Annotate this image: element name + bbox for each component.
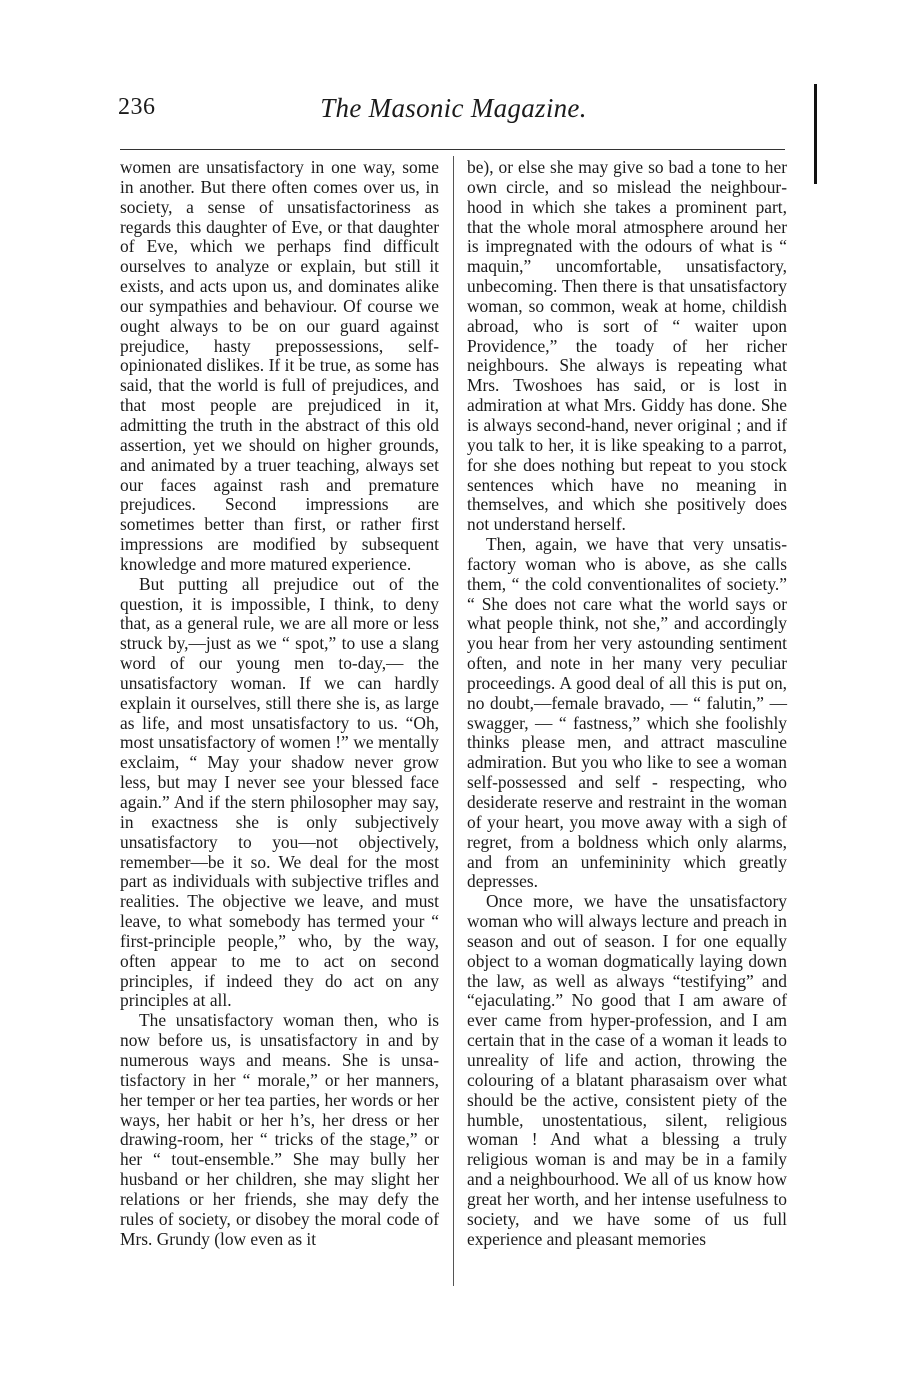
left-column: [120, 158, 439, 1249]
paragraph: But putting all prejudice out of the question, it is impossible, I think, to deny that, as a general rule, we are all more or less struck by,—just as we “ spot,” to use a slang word of our young men to-day,— the unsatisfactory woman. If we can hardly explain it ourselves, still there she is, as large as life, and most unsatisfactory to us. “Oh, most unsatisfactory of women !” we mentally exclaim, “ May your shadow never grow less, but may I never see your blessed face again.” And if the stern philosopher may say, in exactness she is only subjectively unsatisfactory to you—not objectively, remember—be it so. We deal for the most part as individuals with subjective trifles and realities. The objective we leave, and must leave, to what somebody has termed your “ first-principle people,” who, by the way, often appear to me to act on second principles, if indeed they do act on any principles at all.: [120, 573, 439, 1011]
paragraph: Once more, we have the unsatisfactory woman who will always lecture and preach in season and out of season. I for one equally object to a woman dogmatically laying down the law, as well as always “testifying” and “ejaculating.” No good that I am aware of ever came from hyper-profession, and I am certain that in the case of a woman it leads to unreality of life and action, throwing the colouring of a blatant pharasaism over what should be the active, consistent piety of the humble, unostentatious, silent, religious woman ! And what a blessing a truly religious woman is and may be in a family and a neighbourhood. We all of us know how great her worth, and her intense usefulness to society, and we have some of us full experience and pleasant memories: [467, 891, 787, 1249]
header-rule: [120, 149, 785, 150]
paragraph: The unsatisfactory woman then, who is now before us, is unsatisfactory in and by numerous ways and means. She is unsatisfactory in her “ morale,” or her manners, her temper or her tea parties, her words or her ways, her habit or her h’s, her dress or her drawing-room, her “ tricks of the stage,” or her “ tout-ensemble.” She may bully her husband or her children, she may slight her relations or her friends, she may defy the rules of society, or disobey the moral code of Mrs. Grundy (low even as it: [120, 1010, 439, 1249]
page-edge-mark: [814, 84, 817, 184]
right-column: [467, 158, 787, 1249]
paragraph: be), or else she may give so bad a tone to her own circle, and so mislead the neighbourhood in which she takes a prominent part, that the whole moral atmosphere around her is impregnated with the odours of what is “ maquin,” uncomfortable, unsatisfactory, unbecoming. Then there is that unsatisfactory woman, so common, weak at home, childish abroad, who is sort of “ waiter upon Providence,” the toady of her richer neighbours. She always is repeating what Mrs. Twoshoes has said, or is lost in admiration at what Mrs. Giddy has done. She is always second-hand, never original ; and if you talk to her, it is like speaking to a parrot, for she does nothing but repeat to you stock sentences which have no meaning in themselves, and which she positively does not understand herself.: [467, 157, 787, 535]
paragraph: Then, again, we have that very unsatisfactory woman who is above, as she calls them, “ the cold conventionalites of society.” “ She does not care what the world says or what people think, not she,” and accordingly you hear from her very astounding sentiment often, and note in her many very peculiar proceedings. A good deal of all this is put on, no doubt,—female bravado, — “ falutin,” — swagger, — “ fastness,” which she foolishly thinks please men, and attract masculine admiration. But you who like to see a woman self-possessed and self - respecting, who desiderate reserve and restraint in the woman of your heart, you move away with a sigh of regret, from a boldness which only alarms, and from an unfemininity which greatly depresses.: [467, 534, 787, 892]
column-divider: [453, 156, 454, 1286]
running-title: The Masonic Magazine.: [320, 93, 587, 123]
paragraph: women are unsatisfactory in one way, some in another. But there often comes over us, in society, a sense of unsatisfactoriness as regards this daughter of Eve, or that daughter of Eve, which we perhaps find difficult ourselves to analyze or explain, but still it exists, and acts upon us, and dominates alike our sympathies and behaviour. Of course we ought always to be on our guard against prejudice, hasty prepossessions, self-opinionated dislikes. If it be true, as some has said, that the world is full of prejudices, and that most people are prejudiced in it, admitting the truth in the abstract of this old assertion, yet we should on higher grounds, and animated by a truer teaching, always set our faces against rash and premature prejudices. Second impressions are sometimes better than first, or rather first impressions are modified by subsequent knowledge and more matured experience.: [120, 157, 439, 574]
page-number: 236: [118, 94, 156, 120]
